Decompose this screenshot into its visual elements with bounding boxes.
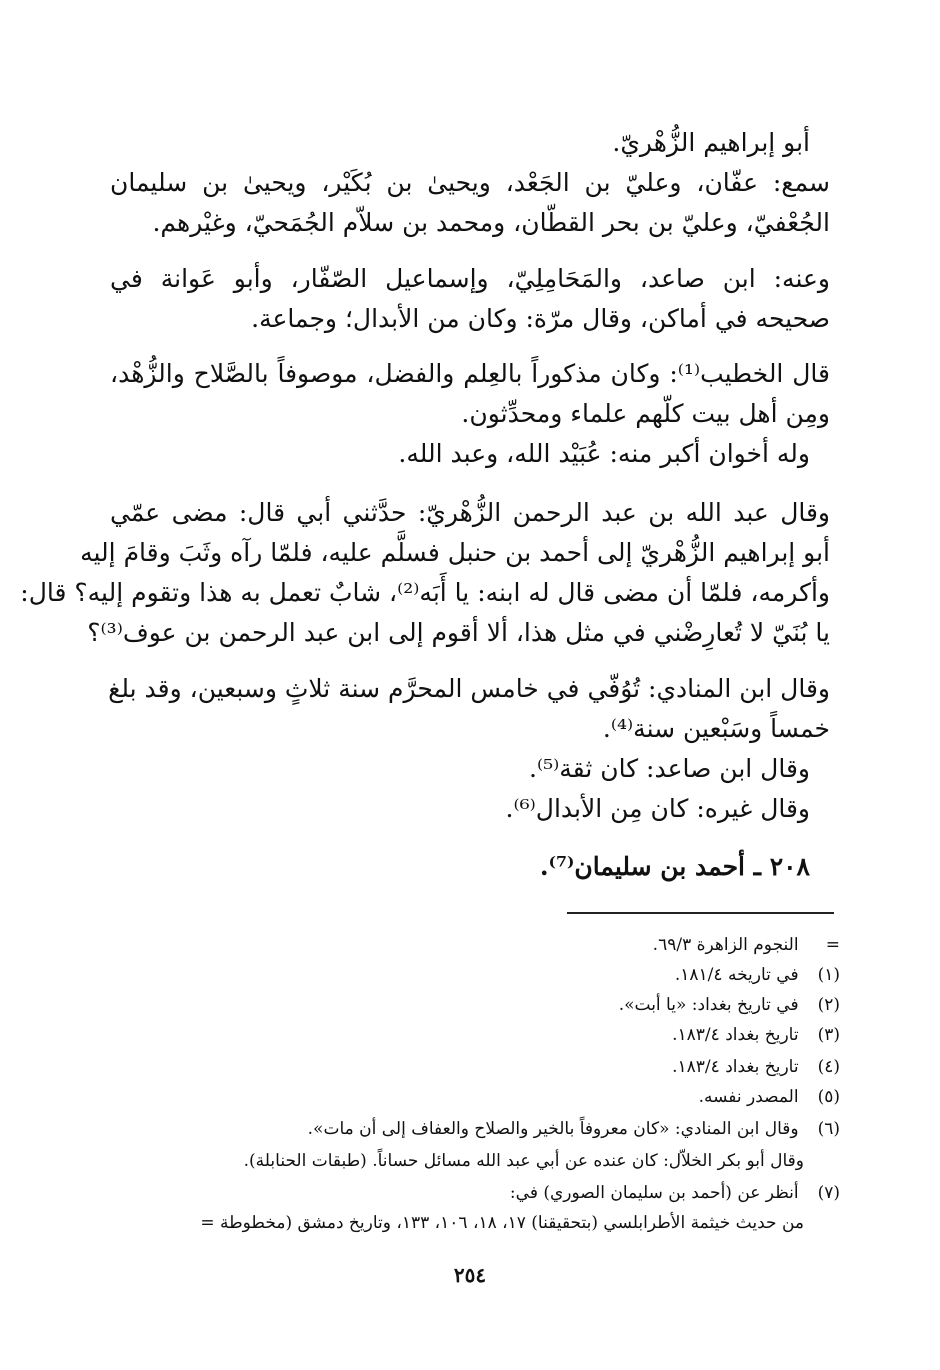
footnote-number: (١) (817, 965, 840, 985)
text-line: صحيحه في أماكن، وقال مرّة: وكان من الأبدال؛ وجماعة. (251, 304, 830, 333)
footnote (105, 1054, 840, 1080)
footnote-divider (567, 912, 834, 914)
footnote-text: في تاريخه ١٨١/٤. (674, 965, 799, 985)
text-line: خمساً وسَبْعين سنة⁽⁴⁾. (602, 714, 830, 743)
footnote (105, 1084, 840, 1110)
footnote-number: (٧) (817, 1183, 840, 1203)
footnote-text: النجوم الزاهرة ٦٩/٣. (652, 935, 799, 955)
footnote (105, 1116, 840, 1142)
text-line: وقال ابن المنادي: تُوُفّي في خامس المحرَّم سنة ثلاثٍ وسبعين، وقد بلغ (108, 674, 830, 703)
text-line: الجُعْفيّ، وعليّ بن بحر القطّان، ومحمد بن سلاّم الجُمَحيّ، وغيْرهم. (152, 208, 830, 237)
text-line: وأكرمه، فلمّا أن مضى قال له ابنه: يا أَبَه⁽²⁾، شابٌ تعمل به هذا وتقوم إليه؟ قال: (20, 578, 830, 607)
text-line: وقال عبد الله بن عبد الرحمن الزُّهْريّ: حدَّثني أبي قال: مضى عمّي (110, 498, 830, 527)
footnote (105, 932, 840, 958)
footnote-text: أنظر عن (أحمد بن سليمان الصوري) في: (509, 1183, 799, 1203)
footnote-continuation: وقال أبو بكر الخلاّل: كان عنده عن أبي عبد الله مسائل حساناً. (طبقات الحنابلة). (243, 1151, 804, 1171)
text-line: أبو إبراهيم الزُّهْريّ إلى أحمد بن حنبل فسلَّم عليه، فلمّا رآه وثَبَ وقامَ إليه (80, 538, 830, 567)
footnote-number: = (825, 935, 840, 955)
page-number: ٢٥٤ (453, 1263, 487, 1287)
footnote (105, 1180, 840, 1206)
footnote-number: (٥) (817, 1087, 840, 1107)
footnote-number: (٣) (817, 1025, 840, 1045)
footnote-text: تاريخ بغداد ١٨٣/٤. (672, 1057, 799, 1077)
text-line: يا بُنَيّ لا تُعارِضْني في مثل هذا، ألا أقوم إلى ابن عبد الرحمن بن عوف⁽³⁾؟ (87, 618, 830, 647)
text-line: أبو إبراهيم الزُّهْريّ. (612, 128, 810, 157)
text-line: وقال غيره: كان مِن الأبدال⁽⁶⁾. (505, 794, 810, 823)
text-line: وقال ابن صاعد: كان ثقة⁽⁵⁾. (529, 754, 810, 783)
text-line: ومِن أهل بيت كلّهم علماء ومحدِّثون. (461, 399, 830, 428)
footnote-text: المصدر نفسه. (698, 1087, 799, 1107)
footnote (105, 992, 840, 1018)
footnote-continuation: من حديث خيثمة الأطرابلسي (بتحقيقنا) ١٧، ١٨، ١٠٦، ١٣٣، وتاريخ دمشق (مخطوطة = (200, 1213, 804, 1233)
footnote-text: في تاريخ بغداد: «يا أبت». (618, 995, 799, 1015)
footnote-text: تاريخ بغداد ١٨٣/٤. (672, 1025, 799, 1045)
footnote-number: (٦) (817, 1119, 840, 1139)
text-line: قال الخطيب⁽¹⁾: وكان مذكوراً بالعِلم والفضل، موصوفاً بالصَّلاح والزُّهْد، (110, 359, 830, 388)
entry-heading: ٢٠٨ ـ أحمد بن سليمان⁽⁷⁾. (539, 852, 810, 881)
text-line: وله أخوان أكبر منه: عُبَيْد الله، وعبد الله. (398, 439, 810, 468)
footnote-number: (٤) (817, 1057, 840, 1077)
footnote-number: (٢) (817, 995, 840, 1015)
footnote (105, 962, 840, 988)
text-line: سمع: عفّان، وعليّ بن الجَعْد، ويحيىٰ بن بُكَيْر، ويحيىٰ بن سليمان (110, 168, 830, 197)
footnote-text: وقال ابن المنادي: «كان معروفاً بالخير والصلاح والعفاف إلى أن مات». (307, 1119, 799, 1139)
text-line: وعنه: ابن صاعد، والمَحَامِلِيّ، وإسماعيل الصّفّار، وأبو عَوانة في (110, 264, 830, 293)
footnote (105, 1022, 840, 1048)
